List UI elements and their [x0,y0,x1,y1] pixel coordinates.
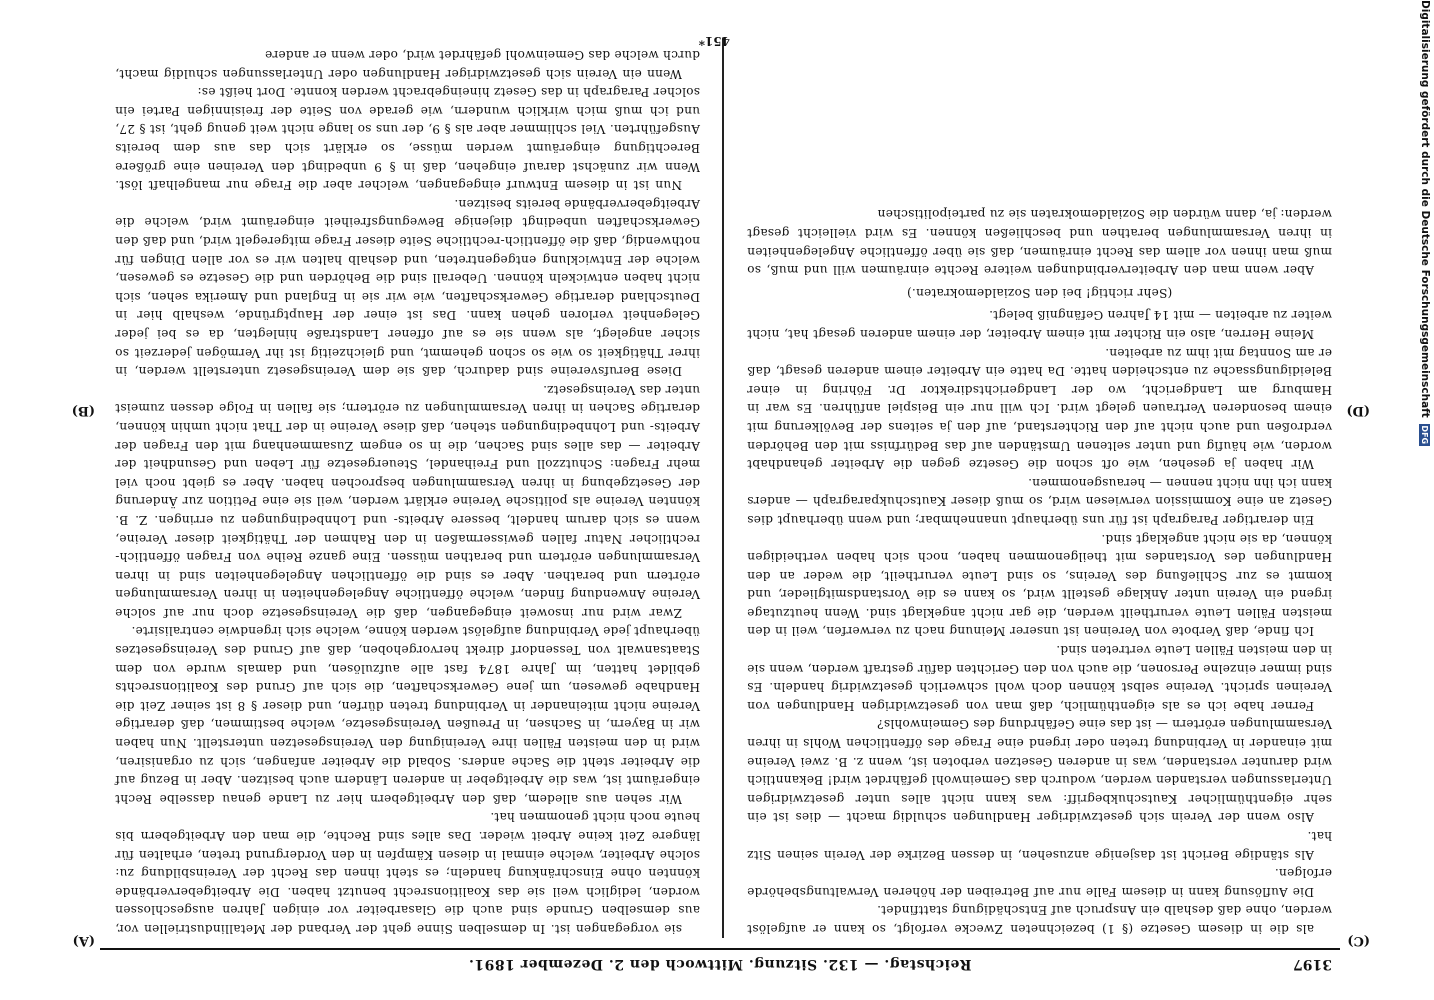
paragraph: Die Auflösung kann in diesem Falle nur auf Betreiben der höheren Verwaltungsbehörde erfolgen. [747,866,1332,899]
paragraph: Ich finde, daß Verbote von Vereinen ist unserer Meinung nach zu verwerfen, weil in den meisten Fällen Leute verurtheilt werden, die gar nicht angeklagt sind. Wenn heutzutage irgend ein Verein unter Anklage gestellt wird, so kann es die Vorstandsmitglieder, und kommt es zur Schließung des Vereins, so sind Leute verurtheilt, die weder an den Handlungen des Vorstandes mit theilgenommen haben, noch sich haben vertheidigen können, da sie nicht angeklagt sind. [747,531,1332,639]
paragraph: Ein derartiger Paragraph ist für uns überhaupt unannehmbar; und wenn überhaupt dies Gesetz an eine Kommission verwiesen wird, so muß dieser Kautschukparagraph — anders kann ich ihn nicht nennen — herausgenommen. [747,475,1332,527]
margin-mark-b: (B) [71,403,95,418]
interjection: (Sehr richtig! bei den Sozialdemokraten.) [906,285,1173,300]
dfg-logo-icon: DFG [1420,425,1430,445]
text-column-left [747,58,1332,938]
margin-mark-d: (D) [1346,403,1370,418]
text-column-right [115,48,700,938]
paragraph: Ferner habe ich es als eigenthümlich, daß man von gesetzwidrigen Handlungen von Vereinen spricht. Vereine selbst können doch wohl schwerlich gesetzwidrig handeln. Es sind immer einzelne Personen, die auch von den Gerichten dafür gestraft werden, wenn sie in den meisten Fällen Leute vertreten sind. [747,643,1332,713]
paragraph: Also wenn der Verein sich gesetzwidriger Handlungen schuldig macht — dies ist ein sehr eigenthümlicher Kautschukbegriff: was kann nicht alles unter gesetzwidrigen Unterlassungen verstanden werden, wodurch das Gemeinwohl gefährdet wird! Bekanntlich wird darunter verstanden, was in anderen Gesetzen verboten ist, wenn z. B. zwei Vereine mit einander in Verbindung treten oder irgend eine Frage des öffentlichen Wohls in ihren Versammlungen erörtern — ist das eine Gefährdung des Gemeinwohls? [747,717,1332,825]
paragraph: als die in diesem Gesetze (§ 1) bezeichneten Zwecke verfolgt, so kann er aufgelöst werden, ohne daß deshalb ein Anspruch auf Entschädigung stattfindet. [747,903,1332,936]
running-title: Reichstag. — 132. Sitzung. Mittwoch den 2. Dezember 1891. [468,956,972,972]
column-divider [722,38,724,938]
paragraph: Als ständige Bericht ist dasjenige anzusehen, in dessen Bezirke der Verein seinen Sitz hat. [747,829,1332,862]
paragraph: Meine Herren, also ein Richter mit einem Arbeiter, der einem anderen gesagt hat, nicht weiter zu arbeiten — mit 14 Jahren Gefängniß belegt. [747,308,1332,341]
margin-mark-c: (C) [1347,933,1370,948]
paragraph: Zwar wird nur insoweit eingegangen, daß die Vereinsgesetze doch nur auf solche Vereine Anwendung finden, welche öffentliche Angelegenheiten in ihren Versammlungen erörtern und berathen. Aber es sind die öffentlichen Angelegenheiten sind in ihren Versammlungen erörtern und berathen müssen. Eine ganze Reihe von Fragen öffentlich-rechtlicher Natur fallen gewissermaßen in den Rahmen der Thätigkeit dieser Vereine, wenn es sich darum handelt, bessere Arbeits- und Lohnbedingungen zu erringen. Z. B. könnten Vereine als politische Vereine erklärt werden, weil sie eine Petition zur Änderung der Gesetzgebung in ihren Versammlungen besprochen haben. Aber es giebt noch viel mehr Fragen: Schutzzoll und Freihandel, Steuergesetze für Leben und Gesundheit der Arbeiter — das alles sind Sachen, die in so engem Zusammenhang mit den Fragen der Arbeits- und Lohnbedingungen stehen, daß diese Vereine in der That nicht umhin können, derartige Sachen in ihren Versammlungen zu erörtern; sie fallen in Folge dessen zumeist unter das Vereinsgesetz. [115,382,700,620]
digitization-credit [1416,0,1434,1000]
paragraph: Wir haben ja gesehen, wie oft schon die Gesetze gegen die Arbeiter gehandhabt worden, wie häufig und unter seltenen Umständen auf das Bedürfniss mit den Behörden verdroßen und auch nicht auf den Richterstand, auf den ja seitens der Bevölkerung mit einem besonderen Vertrauen gelegt wird. Ich will nur ein Beispiel anführen. Es war in Hamburg am Landgericht, wo der Landgerichtsdirektor Dr. Föhring in einer Beleidigungssache zu entscheiden hatte. Da hatte ein Arbeiter einem anderen gesagt, daß er am Sonntag mit ihm zu arbeiten. [747,345,1332,472]
paragraph: Wir sehen aus alledem, daß den Arbeitgebern hier zu Lande genau dasselbe Recht eingeräumt ist, was die Arbeitgeber in anderen Ländern auch besitzen. Aber in Bezug auf die Arbeiter steht die Sache anders. Sobald die Arbeiter anfangen, sich zu organisiren, wird in den meisten Fällen ihre Vereinigung den Vereinsgesetzen unterstellt. Nun haben wir in Bayern, in Sachsen, in Preußen Vereinsgesetze, welche bestimmen, daß derartige Vereine nicht miteinander in Verbindung treten dürfen, und dieser § 8 ist seiner Zeit die Handhabe gewesen, um jene Gewerkschaften, die sich auf Grund des Koalitionsrechts gebildet hatten, im Jahre 1874 fast alle aufzulösen, und damals wurde von dem Staatsanwalt von Tessendorf direkt hervorgehoben, daß auf Grund des Vereinsgesetzes überhaupt jede Verbindung aufgelöst werden könne, welche sich irgendwie centralisirte. [115,624,700,806]
paragraph: Nun ist in diesem Entwurf eingegangen, welcher aber die Frage nur mangelhaft löst. Wenn wir zunächst darauf eingehen, daß in § 9 unbedingt den Vereinen eine größere Berechtigung eingeräumt werden müsse, so erklärt sich das aus dem bereits Ausgeführten. Viel schlimmer aber als § 9, der uns so lange nicht weit genug geht, ist § 27, und ich muß mich wirklich wundern, wie gerade von Seite der freisinnigen Partei ein solcher Paragraph in das Gesetz hineingebracht werden konnte. Dort heißt es: [115,85,700,193]
margin-mark-a: (A) [72,933,95,948]
page-content [71,22,1370,978]
paragraph: Diese Berufsvereine sind dadurch, daß sie dem Vereinsgesetz unterstellt werden, in ihrer Thätigkeit so wie so schon gehemmt, und gleichzeitig ist ihr Vermögen jederzeit so sicher angelegt, als wenn sie es auf offener Landstraße hinlegten, da es bei jeder Gelegenheit verloren gehen kann. Das ist einer der Hauptgründe, weshalb hier in Deutschland derartige Gewerkschaften, wie wir sie in England und Amerika sehen, sich nicht haben entwickeln können. Ueberall sind die Behörden und die Gesetze es gewesen, welche der Entwicklung entgegentreten, und deshalb halten wir es vor allen Dingen für nothwendig, daß die öffentlich-rechtliche Seite dieser Frage mitgeregelt wird, und daß den Gewerkschaften unbedingt diejenige Bewegungsfreiheit eingeräumt wird, welche die Arbeitgeberverbände bereits besitzen. [115,196,700,379]
paragraph: Wenn ein Verein sich gesetzwidriger Handlungen oder Unterlassungen schuldig macht, durch welche das Gemeinwohl gefährdet wird, oder wenn er andere [115,48,700,81]
paragraph: sie vorgegangen ist. In demselben Sinne geht der Verband der Metallindustriellen vor, aus demselben Grunde sind auch die Glasarbeiter vor einigen Jahren ausgeschlossen worden, lediglich weil sie das Koalitionsrecht benutzt haben. Die Arbeitgeberverbände könnten ohne Einschränkung handeln; es steht ihnen das Recht der Vereinsbildung zu: solche Arbeiter, welche einmal in diesen Kämpfen in den Vordergrund treten, erhalten für längere Zeit keine Arbeit wieder. Das alles sind Rechte, die man den Arbeitgebern bis heute noch nicht genommen hat. [115,810,700,936]
page-number: 3197 [1293,956,1332,972]
paragraph: Aber wenn man den Arbeiterverbindungen weitere Rechte einräumen will und muß, so muß man ihnen vor allem das Recht einräumen, daß sie über öffentliche Angelegenheiten in ihren Versammlungen berathen und beschließen können. Es wird vielleicht gesagt werden: ja, dann würden die Sozialdemokraten sie zu parteipolitischen [747,207,1332,278]
signature-mark: 451* [698,34,730,48]
credit-text: Digitalisierung gefördert durch die Deutsche Forschungsgemeinschaft [1419,0,1431,418]
page-header [100,948,1340,978]
